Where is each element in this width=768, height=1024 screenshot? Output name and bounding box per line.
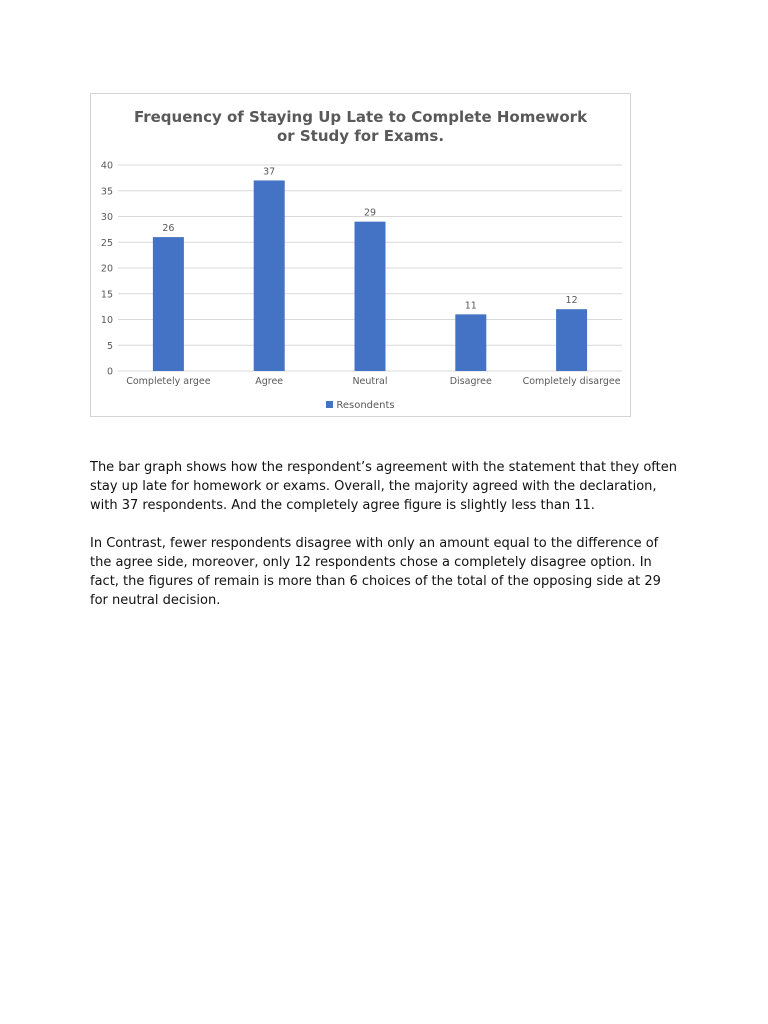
y-tick-label: 35 xyxy=(100,186,113,198)
bar xyxy=(455,314,486,371)
data-label: 29 xyxy=(363,207,377,219)
y-tick-label: 40 xyxy=(100,160,113,172)
x-tick-label: Agree xyxy=(255,376,284,387)
y-tick-label: 15 xyxy=(100,289,113,301)
paragraph-1: The bar graph shows how the respondent’s agreement with the statement that they often stay up late for homework or exams. Overall, the majority agreed with the declaration, with 37 respondents. And the completely agree figure is slightly less than 11. xyxy=(90,460,677,513)
chart-legend xyxy=(91,400,630,411)
data-label: 12 xyxy=(565,295,578,307)
bar xyxy=(153,237,184,371)
data-label: 26 xyxy=(162,223,175,235)
y-tick-label: 25 xyxy=(100,237,113,249)
bar xyxy=(355,222,386,371)
bar xyxy=(556,309,587,371)
data-label: 37 xyxy=(263,166,276,178)
y-tick-label: 30 xyxy=(100,212,113,223)
data-label: 11 xyxy=(464,300,477,312)
bar xyxy=(254,180,285,371)
y-tick-label: 5 xyxy=(106,340,113,352)
y-tick-label: 20 xyxy=(100,263,113,275)
x-tick-label: Disagree xyxy=(449,376,492,387)
x-tick-label: Completely disargee xyxy=(522,376,621,387)
y-tick-label: 0 xyxy=(106,366,113,378)
x-tick-label: Completely argee xyxy=(126,376,211,387)
paragraph-2: In Contrast, fewer respondents disagree with only an amount equal to the difference of the agree side, moreover, only 12 respondents chose a completely disagree option. In fact, the figures of remain is more than 6 choices of the total of the opposing side at 29 for neutral decision. xyxy=(90,536,661,608)
legend-swatch xyxy=(326,401,333,408)
bar-chart xyxy=(91,94,630,416)
x-tick-label: Neutral xyxy=(352,376,388,387)
legend-label: Resondents xyxy=(336,400,395,411)
chart-title: Frequency of Staying Up Late to Complete Homework or Study for Exams. xyxy=(133,108,588,145)
chart-container xyxy=(90,93,631,417)
y-tick-label: 10 xyxy=(100,315,113,326)
